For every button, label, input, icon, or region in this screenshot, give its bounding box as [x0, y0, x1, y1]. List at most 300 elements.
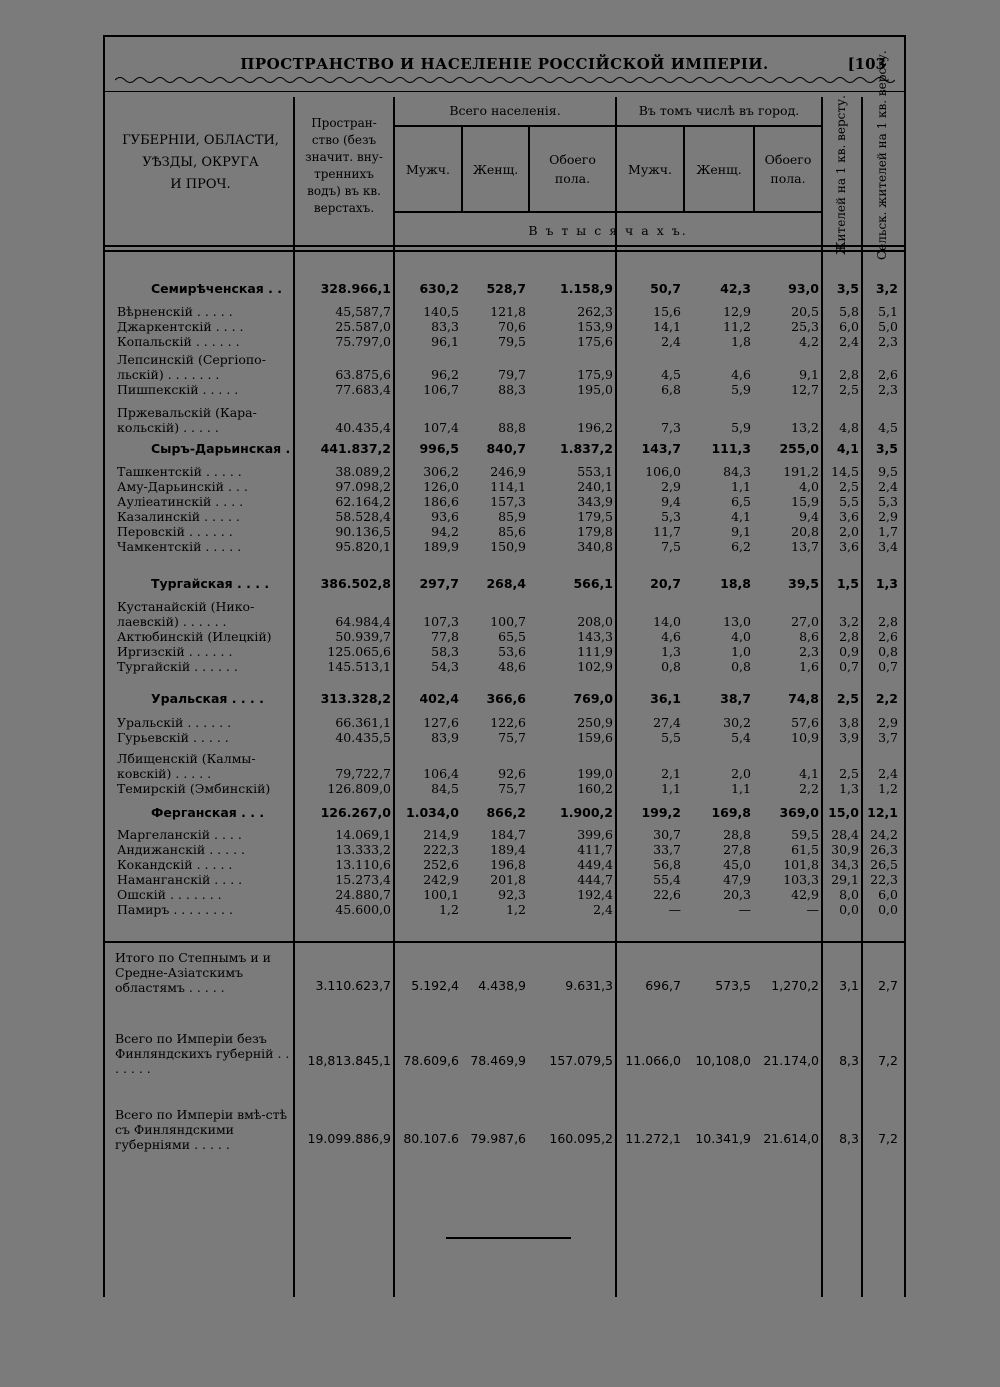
- cell: 5,8: [839, 304, 859, 319]
- row-label: Наманганскій . . . .: [117, 872, 243, 887]
- cell: 111,9: [577, 644, 613, 659]
- cell: 297,7: [419, 576, 459, 591]
- cell: 127,6: [423, 715, 459, 730]
- cell: 2,8: [839, 629, 859, 644]
- row-label: Копальскій . . . . . .: [117, 334, 240, 349]
- cell: 15.273,4: [335, 872, 391, 887]
- table-row: [103, 857, 906, 872]
- cell: 11,7: [653, 524, 681, 539]
- cell: 222,3: [423, 842, 459, 857]
- cell: 5.192,4: [411, 978, 459, 993]
- cell: 18,8: [720, 576, 751, 591]
- cell: 262,3: [577, 304, 613, 319]
- cell: 444,7: [577, 872, 613, 887]
- table-row: [103, 539, 906, 554]
- cell: 0,7: [839, 659, 859, 674]
- row-label: Сыръ-Дарьинская .: [151, 441, 291, 456]
- cell: 255,0: [779, 441, 819, 456]
- cell: 201,8: [490, 872, 526, 887]
- cell: 3,9: [839, 730, 859, 745]
- total-label: Итого по Степнымъ и и Средне-Азіатскимъ областямъ . . . . .: [115, 950, 271, 995]
- cell: 79,7: [498, 367, 526, 382]
- cell: 57,6: [791, 715, 819, 730]
- cell: 12,7: [791, 382, 819, 397]
- cell: 5,0: [878, 319, 898, 334]
- cell: 12,9: [723, 304, 751, 319]
- cell: 79,5: [498, 334, 526, 349]
- cell: 78.469,9: [470, 1053, 526, 1068]
- row-label: Ферганская . . .: [151, 805, 265, 820]
- cell: 4,1: [836, 441, 859, 456]
- row-label: Актюбинскій (Илецкій): [117, 629, 272, 644]
- cell: 126.809,0: [327, 781, 391, 796]
- cell: 996,5: [419, 441, 459, 456]
- cell: 10.341,9: [695, 1131, 751, 1146]
- cell: 2,1: [661, 766, 681, 781]
- row-label: Уральская . . . .: [151, 691, 264, 706]
- cell: 2,6: [878, 629, 898, 644]
- cell: 179,8: [577, 524, 613, 539]
- cell: 50.939,7: [335, 629, 391, 644]
- row-label: Пржевальскій (Кара-: [117, 405, 257, 420]
- cell: 2,8: [878, 614, 898, 629]
- page-header: [103, 35, 906, 92]
- cell: 40.435,5: [335, 730, 391, 745]
- cell: 22,3: [870, 872, 898, 887]
- cell: 153,9: [577, 319, 613, 334]
- cell: 36,1: [650, 691, 681, 706]
- row-label: Кустанайскій (Нико-: [117, 599, 255, 614]
- cell: 3,2: [875, 281, 898, 296]
- cell: 191,2: [783, 464, 819, 479]
- cell: 7,2: [878, 1053, 898, 1068]
- cell: 8,0: [839, 887, 859, 902]
- cell: 6,0: [878, 887, 898, 902]
- cell: 1,1: [661, 781, 681, 796]
- cell: 45.600,0: [335, 902, 391, 917]
- col-header-city-both: Обоего пола.: [764, 152, 812, 186]
- cell: 30,7: [653, 827, 681, 842]
- cell: 306,2: [423, 464, 459, 479]
- cell: 45,0: [723, 857, 751, 872]
- cell: 11.272,1: [625, 1131, 681, 1146]
- table-row: [103, 827, 906, 842]
- cell: 84,5: [431, 781, 459, 796]
- cell: 2,9: [878, 509, 898, 524]
- cell: 2,5: [839, 382, 859, 397]
- cell: 250,9: [577, 715, 613, 730]
- cell: 101,8: [783, 857, 819, 872]
- cell: 14.069,1: [335, 827, 391, 842]
- table-row: [103, 524, 906, 539]
- cell: 85,9: [498, 509, 526, 524]
- cell: 7,2: [878, 1131, 898, 1146]
- cell: 93,6: [431, 509, 459, 524]
- cell: 9,1: [731, 524, 751, 539]
- cell: 199,2: [641, 805, 681, 820]
- cell: 214,9: [423, 827, 459, 842]
- cell: 65,5: [498, 629, 526, 644]
- cell: 13,0: [723, 614, 751, 629]
- cell: 11.066,0: [625, 1053, 681, 1068]
- cell: 90.136,5: [335, 524, 391, 539]
- cell: 3,8: [839, 715, 859, 730]
- cell: 39,5: [788, 576, 819, 591]
- cell: 38.089,2: [335, 464, 391, 479]
- cell: 1.158,9: [560, 281, 613, 296]
- cell: 4,5: [878, 420, 898, 435]
- cell: 4,8: [839, 420, 859, 435]
- cell: 30,2: [723, 715, 751, 730]
- table-row: [103, 479, 906, 494]
- cell: 103,3: [783, 872, 819, 887]
- cell: 4.438,9: [478, 978, 526, 993]
- cell: 208,0: [577, 614, 613, 629]
- cell: 240,1: [577, 479, 613, 494]
- cell: 30,9: [831, 842, 859, 857]
- cell: 143,7: [641, 441, 681, 456]
- cell: 9,1: [799, 367, 819, 382]
- cell: 78.609,6: [403, 1053, 459, 1068]
- cell: 20,5: [791, 304, 819, 319]
- cell: 769,0: [573, 691, 613, 706]
- cell: 3,5: [875, 441, 898, 456]
- cell: 100,1: [423, 887, 459, 902]
- cell: 106,0: [645, 464, 681, 479]
- cell: 4,6: [661, 629, 681, 644]
- cell: 5,4: [731, 730, 751, 745]
- cell: 13.110,6: [335, 857, 391, 872]
- cell: 13,7: [791, 539, 819, 554]
- cell: 63.875,6: [335, 367, 391, 382]
- cell: 1,0: [731, 644, 751, 659]
- cell: 2,5: [839, 479, 859, 494]
- cell: 21.174,0: [763, 1053, 819, 1068]
- cell: 3.110.623,7: [315, 978, 391, 993]
- row-label: Андижанскій . . . . .: [117, 842, 245, 857]
- cell: 55,4: [653, 872, 681, 887]
- table-row: [103, 304, 906, 319]
- cell: 175,9: [577, 367, 613, 382]
- table-row: [103, 382, 906, 397]
- total-label: Всего по Имперіи вмѣ-стѣ съ Финляндскими губерніями . . . . .: [115, 1107, 288, 1152]
- cell: 7,5: [661, 539, 681, 554]
- cell: 696,7: [645, 978, 681, 993]
- cell: 184,7: [490, 827, 526, 842]
- row-label: Ауліеатинскій . . . .: [117, 494, 244, 509]
- cell: 157.079,5: [549, 1053, 613, 1068]
- col-header-city-women: Женщ.: [696, 162, 742, 177]
- cell: 70,6: [498, 319, 526, 334]
- cell: 6,8: [661, 382, 681, 397]
- cell: 88,8: [498, 420, 526, 435]
- cell: 4,5: [661, 367, 681, 382]
- cell: 12,1: [867, 805, 898, 820]
- cell: 5,3: [878, 494, 898, 509]
- cell: 0,0: [839, 902, 859, 917]
- cell: 7,3: [661, 420, 681, 435]
- table-row: [103, 842, 906, 857]
- cell: 3,5: [836, 281, 859, 296]
- cell: 5,9: [731, 420, 751, 435]
- cell: 5,9: [731, 382, 751, 397]
- row-label: Лепсинскій (Сергіопо-: [117, 352, 266, 367]
- cell: 157,3: [490, 494, 526, 509]
- row-label: Иргизскій . . . . . .: [117, 644, 233, 659]
- table-row: [103, 509, 906, 524]
- cell: 126,0: [423, 479, 459, 494]
- row-label: льскій) . . . . . . .: [117, 367, 220, 382]
- cell: 125.065,6: [327, 644, 391, 659]
- col-header-women: Женщ.: [472, 162, 519, 177]
- cell: 9.631,3: [565, 978, 613, 993]
- row-label: ковскій) . . . . .: [117, 766, 212, 781]
- cell: 1,3: [661, 644, 681, 659]
- cell: 10,9: [791, 730, 819, 745]
- cell: 28,4: [831, 827, 859, 842]
- cell: 38,7: [720, 691, 751, 706]
- cell: 92,3: [498, 887, 526, 902]
- region-row: [103, 805, 906, 820]
- cell: 14,0: [653, 614, 681, 629]
- cell: 1,6: [799, 659, 819, 674]
- cell: 24.880,7: [335, 887, 391, 902]
- cell: 343,9: [577, 494, 613, 509]
- col-header-rural-density: Сельск. жителей на 1 кв. версту.: [875, 50, 889, 260]
- row-label: Ташкентскій . . . . .: [117, 464, 242, 479]
- cell: 15,9: [791, 494, 819, 509]
- cell: 2,5: [836, 691, 859, 706]
- table-row: [103, 644, 906, 659]
- cell: 0,0: [878, 902, 898, 917]
- cell: 4,2: [799, 334, 819, 349]
- cell: 62.164,2: [335, 494, 391, 509]
- cell: 4,1: [799, 766, 819, 781]
- cell: 160,2: [577, 781, 613, 796]
- cell: 2,9: [878, 715, 898, 730]
- cell: 4,0: [731, 629, 751, 644]
- cell: 840,7: [486, 441, 526, 456]
- row-label: Маргеланскій . . . .: [117, 827, 242, 842]
- cell: 94,2: [431, 524, 459, 539]
- cell: 74,8: [788, 691, 819, 706]
- cell: 246,9: [490, 464, 526, 479]
- cell: 6,5: [731, 494, 751, 509]
- cell: 79.987,6: [470, 1131, 526, 1146]
- cell: 83,9: [431, 730, 459, 745]
- table-row: [103, 405, 906, 420]
- row-label: Тургайская . . . .: [151, 576, 270, 591]
- cell: 3,1: [839, 978, 859, 993]
- cell: 3,4: [878, 539, 898, 554]
- row-label: Перовскій . . . . . .: [117, 524, 233, 539]
- col-header-total-pop: Всего населенія.: [449, 103, 561, 118]
- cell: 4,1: [731, 509, 751, 524]
- cell: 107,3: [423, 614, 459, 629]
- cell: 1,1: [731, 781, 751, 796]
- row-label: Памиръ . . . . . . . .: [117, 902, 233, 917]
- col-header-men: Мужч.: [406, 162, 450, 177]
- cell: 449,4: [577, 857, 613, 872]
- cell: 75,7: [498, 730, 526, 745]
- table-row: [103, 902, 906, 917]
- row-label: кольскій) . . . . .: [117, 420, 219, 435]
- cell: 75.797,0: [335, 334, 391, 349]
- table-row: [103, 614, 906, 629]
- cell: 96,2: [431, 367, 459, 382]
- cell: 1.900,2: [560, 805, 613, 820]
- table-row: [103, 751, 906, 766]
- cell: 8,3: [839, 1131, 859, 1146]
- cell: 13,2: [791, 420, 819, 435]
- cell: 2,0: [839, 524, 859, 539]
- cell: 5,1: [878, 304, 898, 319]
- region-row: [103, 441, 906, 456]
- table-row: [103, 887, 906, 902]
- cell: 27,4: [653, 715, 681, 730]
- row-label: Гурьевскій . . . . .: [117, 730, 229, 745]
- cell: 15,6: [653, 304, 681, 319]
- cell: 2,6: [878, 367, 898, 382]
- cell: 2,3: [799, 644, 819, 659]
- cell: 95.820,1: [335, 539, 391, 554]
- cell: 24,2: [870, 827, 898, 842]
- cell: 66.361,1: [335, 715, 391, 730]
- col-header-both: Обоего пола.: [549, 152, 596, 186]
- cell: 196,8: [490, 857, 526, 872]
- cell: 8,3: [839, 1053, 859, 1068]
- cell: 169,8: [711, 805, 751, 820]
- cell: 25,3: [791, 319, 819, 334]
- cell: 242,9: [423, 872, 459, 887]
- cell: 121,8: [490, 304, 526, 319]
- table-row: [103, 872, 906, 887]
- cell: 28,8: [723, 827, 751, 842]
- cell: 88,3: [498, 382, 526, 397]
- cell: 2,3: [878, 382, 898, 397]
- cell: 9,4: [661, 494, 681, 509]
- cell: 340,8: [577, 539, 613, 554]
- cell: 573,5: [715, 978, 751, 993]
- cell: 6,2: [731, 539, 751, 554]
- cell: 1.034,0: [406, 805, 459, 820]
- cell: 1,2: [878, 781, 898, 796]
- cell: —: [806, 902, 819, 917]
- col-header-area: Простран- ство (безъ значит. вну- треннихъ водъ) въ кв. верстахъ.: [305, 116, 383, 215]
- cell: 47,9: [723, 872, 751, 887]
- cell: 102,9: [577, 659, 613, 674]
- table-row: [103, 715, 906, 730]
- table-row: [103, 781, 906, 796]
- cell: 143,3: [577, 629, 613, 644]
- cell: 106,4: [423, 766, 459, 781]
- cell: 50,7: [650, 281, 681, 296]
- cell: 189,9: [423, 539, 459, 554]
- cell: 366,6: [486, 691, 526, 706]
- cell: 122,6: [490, 715, 526, 730]
- cell: 2,4: [839, 334, 859, 349]
- table-row: [103, 730, 906, 745]
- row-label: Семирѣченская . .: [151, 281, 283, 296]
- cell: 159,6: [577, 730, 613, 745]
- cell: 22,6: [653, 887, 681, 902]
- cell: 111,3: [711, 441, 751, 456]
- cell: 42,3: [720, 281, 751, 296]
- table-row: [103, 494, 906, 509]
- cell: 26,3: [870, 842, 898, 857]
- cell: 19.099.886,9: [307, 1131, 391, 1146]
- cell: 48,6: [498, 659, 526, 674]
- row-label: Казалинскій . . . . .: [117, 509, 240, 524]
- cell: 8,6: [799, 629, 819, 644]
- row-label: Уральскій . . . . . .: [117, 715, 232, 730]
- cell: 14,5: [831, 464, 859, 479]
- table-row: [103, 367, 906, 382]
- cell: 5,3: [661, 509, 681, 524]
- cell: 1,5: [836, 576, 859, 591]
- cell: 179,5: [577, 509, 613, 524]
- wavy-rule: [115, 75, 895, 85]
- cell: 64.984,4: [335, 614, 391, 629]
- row-label: Пишпекскій . . . . .: [117, 382, 239, 397]
- table-row: [103, 766, 906, 781]
- cell: 2,4: [878, 479, 898, 494]
- cell: 85,6: [498, 524, 526, 539]
- table-row: [103, 334, 906, 349]
- cell: 0,8: [878, 644, 898, 659]
- cell: 21.614,0: [763, 1131, 819, 1146]
- table-row: [103, 659, 906, 674]
- cell: 4,6: [731, 367, 751, 382]
- cell: 84,3: [723, 464, 751, 479]
- cell: 9,5: [878, 464, 898, 479]
- cell: 20,7: [650, 576, 681, 591]
- region-row: [103, 281, 906, 296]
- cell: 58.528,4: [335, 509, 391, 524]
- cell: 83,3: [431, 319, 459, 334]
- cell: 2,0: [731, 766, 751, 781]
- cell: 252,6: [423, 857, 459, 872]
- cell: 553,1: [577, 464, 613, 479]
- row-label: Чамкентскій . . . . .: [117, 539, 242, 554]
- col-header-city-men: Мужч.: [628, 162, 672, 177]
- row-label: Лбищенскій (Калмы-: [117, 751, 256, 766]
- cell: 189,4: [490, 842, 526, 857]
- cell: 61,5: [791, 842, 819, 857]
- cell: 20,3: [723, 887, 751, 902]
- cell: 80.107.6: [403, 1131, 459, 1146]
- cell: 160.095,2: [549, 1131, 613, 1146]
- cell: 1,270,2: [771, 978, 819, 993]
- cell: 92,6: [498, 766, 526, 781]
- cell: 1,7: [878, 524, 898, 539]
- cell: 45,587,7: [335, 304, 391, 319]
- table-row: [103, 599, 906, 614]
- cell: 9,4: [799, 509, 819, 524]
- cell: 2,2: [799, 781, 819, 796]
- cell: 441.837,2: [320, 441, 391, 456]
- total-label: Всего по Имперіи безъ Финляндскихъ губерній . . . . . . .: [115, 1031, 290, 1076]
- cell: 2,4: [661, 334, 681, 349]
- cell: 77.683,4: [335, 382, 391, 397]
- cell: 2,7: [878, 978, 898, 993]
- row-label: Вѣрненскій . . . . .: [117, 304, 233, 319]
- cell: 96,1: [431, 334, 459, 349]
- cell: 114,1: [490, 479, 526, 494]
- cell: 107,4: [423, 420, 459, 435]
- row-label: Тургайскій . . . . . .: [117, 659, 238, 674]
- cell: 566,1: [573, 576, 613, 591]
